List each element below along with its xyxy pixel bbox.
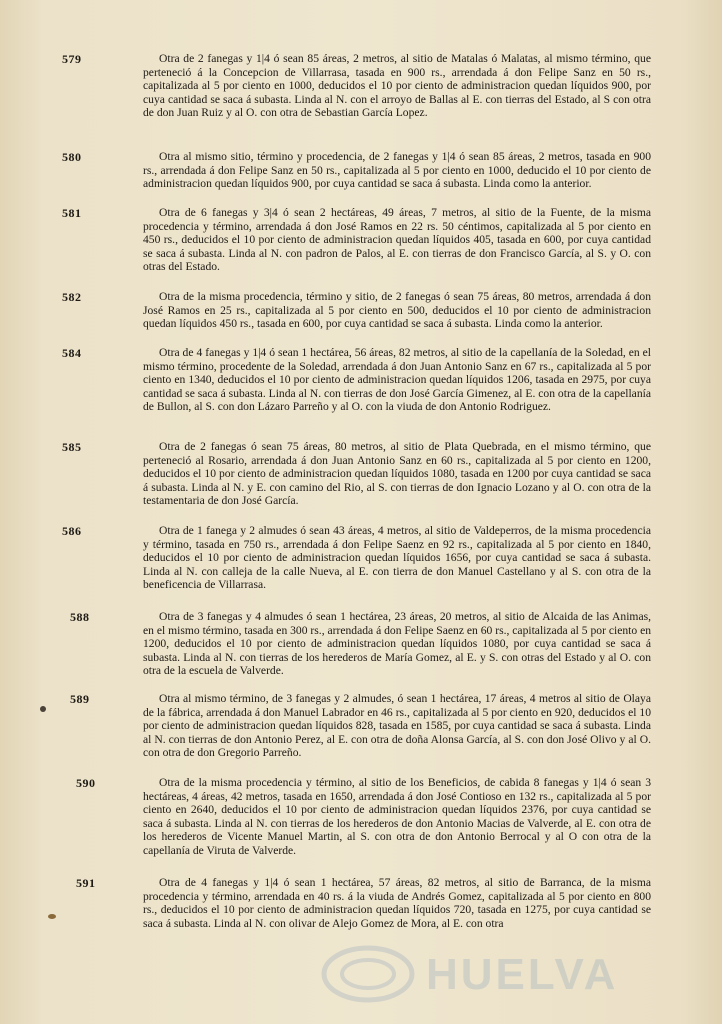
entry-text: Otra de 3 fanegas y 4 almudes ó sean 1 hectárea, 23 áreas, 20 metros, al sitio de Alcaida de las Animas, en el mismo término, tasada en 300 rs., arrendada á don Felipe Saenz en 60 rs., capitalizada al 5 por ciento en 1200, deducidos el 10 por ciento de administracion quedan líquidos 1080, por cuya cantidad se saca á subasta. Linda al N. con tierras de los herederos de María Gomez, al E. y S. con otras del Estado y al O. con otra de la escuela de Valverde. xyxy=(143,610,652,677)
entry-number: 586 xyxy=(62,524,82,538)
entry-text: Otra de la misma procedencia y término, al sitio de los Beneficios, de cabida 8 fanegas y 1|4 ó sean 3 hectáreas, 4 áreas, 42 metros, tasada en 1650, arrendada á don José Contioso en 132 rs., capitalizada al 5 por ciento en 2640, deducidos el 10 por ciento de administracion quedan líquidos 2376, por cuya cantidad se saca á subasta. Linda al N. con tierras de los herederos de don Antonio Macias de Valverde, al E. con otra de los herederos de Vicente Manuel Martin, al S. con otra de don Antonio Berrocal y al O con otra de la capellanía de Viruta de Valverde. xyxy=(143,776,651,857)
entry-number: 588 xyxy=(70,610,90,624)
entry-number: 584 xyxy=(62,346,82,360)
entry-text: Otra de 2 fanegas y 1|4 ó sean 85 áreas, 2 metros, al sitio de Matalas ó Malatas, al mismo término, que perteneció á la Concepcion de Villarrasa, tasada en 900 rs., arrendada á don Felipe Sanz en 50 rs., capitalizada al 5 por ciento en 1000, deducidos el 10 por ciento de administracion quedan líquidos 900, por cuya cantidad se saca á subasta. Linda al N. con el arroyo de Ballas al E. con tierras del Estado, al S con otra de don Juan Ruiz y al O. con otra de Sebastian García Lopez. xyxy=(143,52,651,119)
entry-number: 590 xyxy=(76,776,96,790)
watermark-text: HUELVA xyxy=(426,950,619,999)
entry-number: 580 xyxy=(62,150,82,164)
entry-number: 579 xyxy=(62,52,82,66)
watermark-emblem-icon xyxy=(318,944,418,1004)
entry-number: 589 xyxy=(70,692,90,706)
entry-text: Otra de 1 fanega y 2 almudes ó sean 43 áreas, 4 metros, al sitio de Valdeperros, de la misma procedencia y término, tasada en 750 rs., arrendada á don Felipe Saenz en 92 rs., capitalizada al 5 por ciento en 1840, deducidos el 10 por ciento de administracion quedan líquidos 1656, por cuya cantidad se saca á subasta. Linda al N. con calleja de la calle Nueva, al E. con tierra de don Manuel Castellano y al S. con otra de la beneficencia de Villarrasa. xyxy=(143,524,651,591)
entry-text: Otra al mismo sitio, término y procedencia, de 2 fanegas y 1|4 ó sean 85 áreas, 2 metros, tasada en 900 rs., arrendada á don Felipe Sanz en 50 rs., capitalizada al 5 por ciento en 1000, deducido el 10 por ciento de administracion quedan líquidos 900, por cuya cantidad se saca á subasta. Linda como la anterior. xyxy=(143,150,651,190)
entry-text: Otra al mismo término, de 3 fanegas y 2 almudes, ó sean 1 hectárea, 17 áreas, 4 metros al sitio de Olaya de la fábrica, arrendada á don Manuel Labrador en 46 rs., capitalizada al 5 por ciento en 920, deducidos el 10 por ciento de administracion quedan líquidos 828, tasada en 1585, por cuya cantidad se saca á subasta. Linda al N. con tierras de don Antonio Perez, al E. con otra de doña Alonsa García, al S. con don José Olivo y al O. con otra de don Gregorio Parreño. xyxy=(143,692,651,759)
entry-number: 581 xyxy=(62,206,82,220)
entry-text: Otra de 2 fanegas ó sean 75 áreas, 80 metros, al sitio de Plata Quebrada, en el mismo término, que perteneció al Rosario, arrendada á don Juan Antonio Sanz en 60 rs., capitalizada al 5 por ciento en 1200, deducidos el 10 por ciento de administracion quedan líquidos 1080, tasada en 1200 por cuya cantidad se saca á subasta. Linda al N. y E. con camino del Rio, al S. con tierras de don Ignacio Lozano y al O. con otra de la testamentaria de don José García. xyxy=(143,440,651,507)
entry-number: 585 xyxy=(62,440,82,454)
entry-number: 591 xyxy=(76,876,96,890)
entry-text: Otra de 4 fanegas y 1|4 ó sean 1 hectárea, 57 áreas, 82 metros, al sitio de Barranca, de la misma procedencia y término, arrendada en 40 rs. á la viuda de Andrés Gomez, capitalizada al 5 por ciento en 800 rs., deducidos el 10 por ciento de administracion quedan líquidos 720, tasada en 1275, por cuya cantidad se saca á subasta. Linda al N. con olivar de Alejo Gomez de Mora, al E. con otra xyxy=(143,876,651,930)
margin-ink-spot xyxy=(48,914,56,919)
margin-ink-spot xyxy=(40,706,46,712)
entry-text: Otra de 6 fanegas y 3|4 ó sean 2 hectáreas, 49 áreas, 7 metros, al sitio de la Fuente, de la misma procedencia y término, arrendada á don José Ramos en 22 rs. 50 céntimos, capitalizada al 5 por ciento en 450 rs., deducidos el 10 por ciento de administracion quedan líquidos 405, tasada en 600, por cuya cantidad se saca á subasta. Linda al N. con padron de Palos, al E. con tierras de don Francisco García, al S. y O. con otras del Estado. xyxy=(143,206,651,273)
huelva-watermark xyxy=(318,944,648,1004)
entry-text: Otra de 4 fanegas y 1|4 ó sean 1 hectárea, 56 áreas, 82 metros, al sitio de la capellanía de la Soledad, en el mismo término, procedente de la Soledad, arrendada á don Juan Antonio Sanz en 67 rs., capitalizada al 5 por ciento en 1340, deducidos el 10 por ciento de administracion quedan líquidos 1206, tasada en 2975, por cuya cantidad se saca á subasta. Linda al N. con tierras de don José García Gimenez, al E. con otra de la capellanía de Bullon, al S. con don Lázaro Parreño y al O. con la viuda de don Antonio Rodriguez. xyxy=(143,346,651,413)
entry-text: Otra de la misma procedencia, término y sitio, de 2 fanegas ó sean 75 áreas, 80 metros, arrendada á don José Ramos en 25 rs., capitalizada al 5 por ciento en 500, deducidos el 10 por ciento de administracion quedan líquidos 450 rs., tasada en 600, por cuya cantidad se saca á subasta. Linda como la anterior. xyxy=(143,290,651,330)
entry-number: 582 xyxy=(62,290,82,304)
